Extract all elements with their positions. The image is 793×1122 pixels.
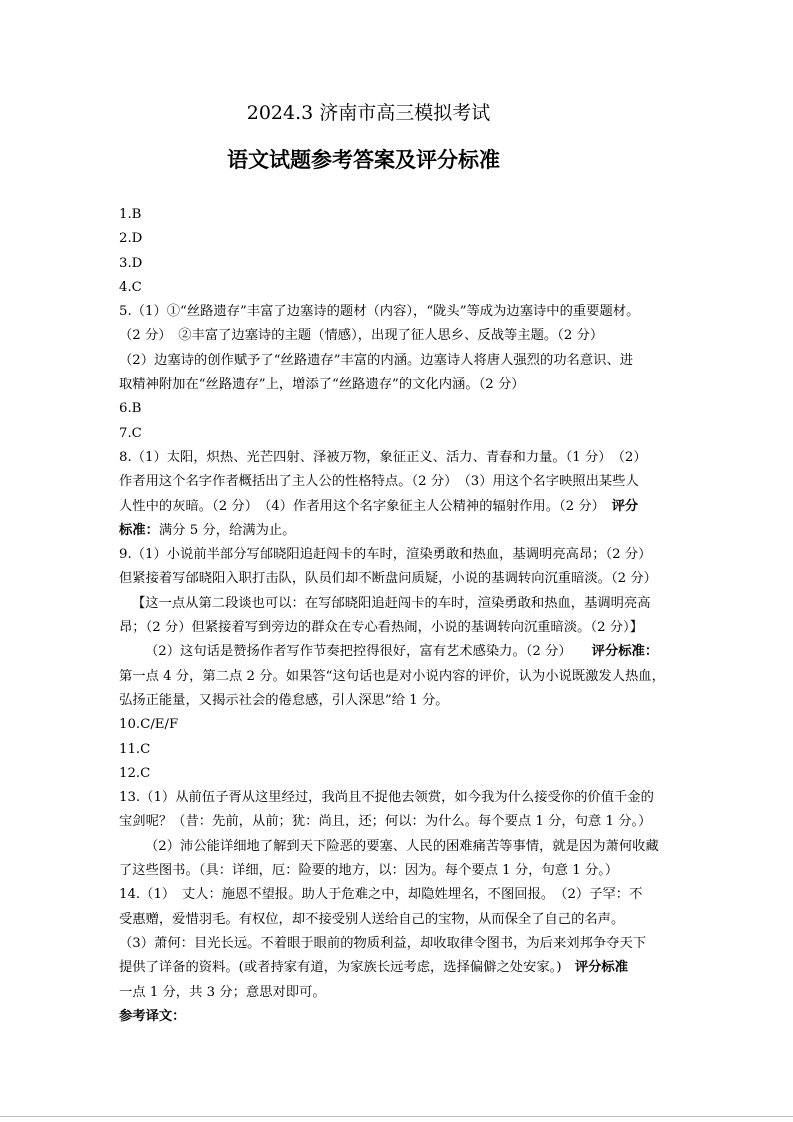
answer-9-line: 【这一点从第二段谈也可以：在写邰晓阳追赶闯卡的车时，渲染勇敢和热血，基调明亮高 (132, 595, 651, 611)
answer-8-line: 作者用这个名字作者概括出了主人公的性格特点。（2 分） （3）用这个名字映照出某些人 (119, 474, 639, 490)
page-title: 2024.3 济南市高三模拟考试 (246, 102, 491, 124)
answer-9-line: 昂；（2 分）但紧接着写到旁边的群众在专心看热闹，小说的基调转向沉重暗淡。（2 分）】 (119, 620, 644, 636)
answer-9-line: 弘扬正能量，又揭示社会的倦怠感，引人深思”给 1 分。 (119, 692, 449, 708)
reference-translation-heading: 参考译文： (119, 1008, 186, 1024)
answer-7: 7.C (119, 425, 142, 441)
answer-13-line: 宝剑呢？（昔：先前，从前；犹：尚且，还；何以：为什么。每个要点 1 分，句意 1 分。） (119, 814, 652, 830)
answer-5-line: （2）边塞诗的创作赋予了“丝路遗存”丰富的内涵。边塞诗人将唐人强烈的功名意识、进 (119, 352, 634, 368)
answer-13-line: （2）沛公能详细地了解到天下险恶的要塞、人民的困难痛苦等事情，就是因为萧何收藏 (145, 838, 659, 854)
answer-13-line: 13.（1）从前伍子胥从这里经过，我尚且不捉他去领赏，如今我为什么接受你的价值千金的 (119, 790, 654, 806)
answer-9-line: （2）这句话是赞扬作者写作节奏把控得很好，富有艺术感染力。（2 分） 评分标准： (145, 644, 659, 660)
scoring-label: 评分 (611, 498, 639, 514)
answer-9-line: 9.（1）小说前半部分写邰晓阳追赶闯卡的车时，渲染勇敢和热血，基调明亮高昂；（2 分） (119, 547, 652, 563)
answer-8-line: 人性中的灰暗。（2 分） （4）作者用这个名字象征主人公精神的辐射作用。（2 分） 评分 (119, 498, 639, 514)
answer-5-line: 5.（1）①“丝路遗存”丰富了边塞诗的题材（内容），“陇头”等成为边塞诗中的重要题材。 (119, 304, 640, 320)
scoring-label: 评分标准： (591, 644, 659, 660)
page-subtitle: 语文试题参考答案及评分标准 (227, 147, 500, 172)
answer-key-body (119, 203, 679, 1029)
answer-6: 6.B (119, 401, 142, 417)
answer-14-line: （3）萧何：目光长远。不着眼于眼前的物质利益，却收取律令图书，为后来刘邦争夺天下 (119, 935, 647, 951)
answer-2: 2.D (119, 231, 143, 247)
scoring-label: 标准： (119, 522, 159, 538)
answer-12: 12.C (119, 765, 151, 781)
answer-5-line: 取精神附加在“丝路遗存”上，增添了“丝路遗存”的文化内涵。（2 分） (119, 377, 525, 393)
answer-1: 1.B (119, 207, 142, 222)
answer-11: 11.C (119, 741, 151, 757)
scoring-label: 评分标准 (574, 960, 629, 976)
answer-9-line: 但紧接着写邰晓阳入职打击队，队员们却不断盘问质疑，小说的基调转向沉重暗淡。（2 分） (119, 571, 657, 587)
answer-14-line: 提供了详备的资料。(或者持家有道，为家族长远考虑，选择偏僻之处安家。) 评分标准 (119, 960, 629, 976)
answer-9-line: 第一点 4 分，第二点 2 分。如果答“这句话也是对小说内容的评价，认为小说既激发人热血， (119, 668, 665, 684)
answer-13-line: 了这些图书。（具：详细，厄：险要的地方，以：因为。每个要点 1 分，句意 1 分。） (119, 863, 619, 879)
page-bottom-rule (0, 1116, 793, 1117)
answer-14-line: 14.（1） 丈人：施恩不望报。助人于危难之中，却隐姓埋名，不图回报。 （2）子罕：不 (119, 887, 643, 903)
answer-5-line: （2 分） ②丰富了边塞诗的主题（情感），出现了征人思乡、反战等主题。（2 分） (119, 328, 604, 344)
answer-4: 4.C (119, 279, 142, 295)
answer-3: 3.D (119, 255, 143, 271)
answer-8-line: 8.（1）太阳，炽热、光芒四射、泽被万物，象征正义、活力、青春和力量。（1 分） （2） (119, 449, 647, 465)
answer-14-line: 一点 1 分，共 3 分；意思对即可。 (119, 984, 326, 1000)
answer-8-line: 标准：满分 5 分，给满为止。 (119, 522, 296, 538)
answer-14-line: 受惠赠，爱惜羽毛。有权位，却不接受别人送给自己的宝物，从而保全了自己的名声。 (119, 911, 625, 927)
answer-10: 10.C/E/F (119, 717, 179, 733)
